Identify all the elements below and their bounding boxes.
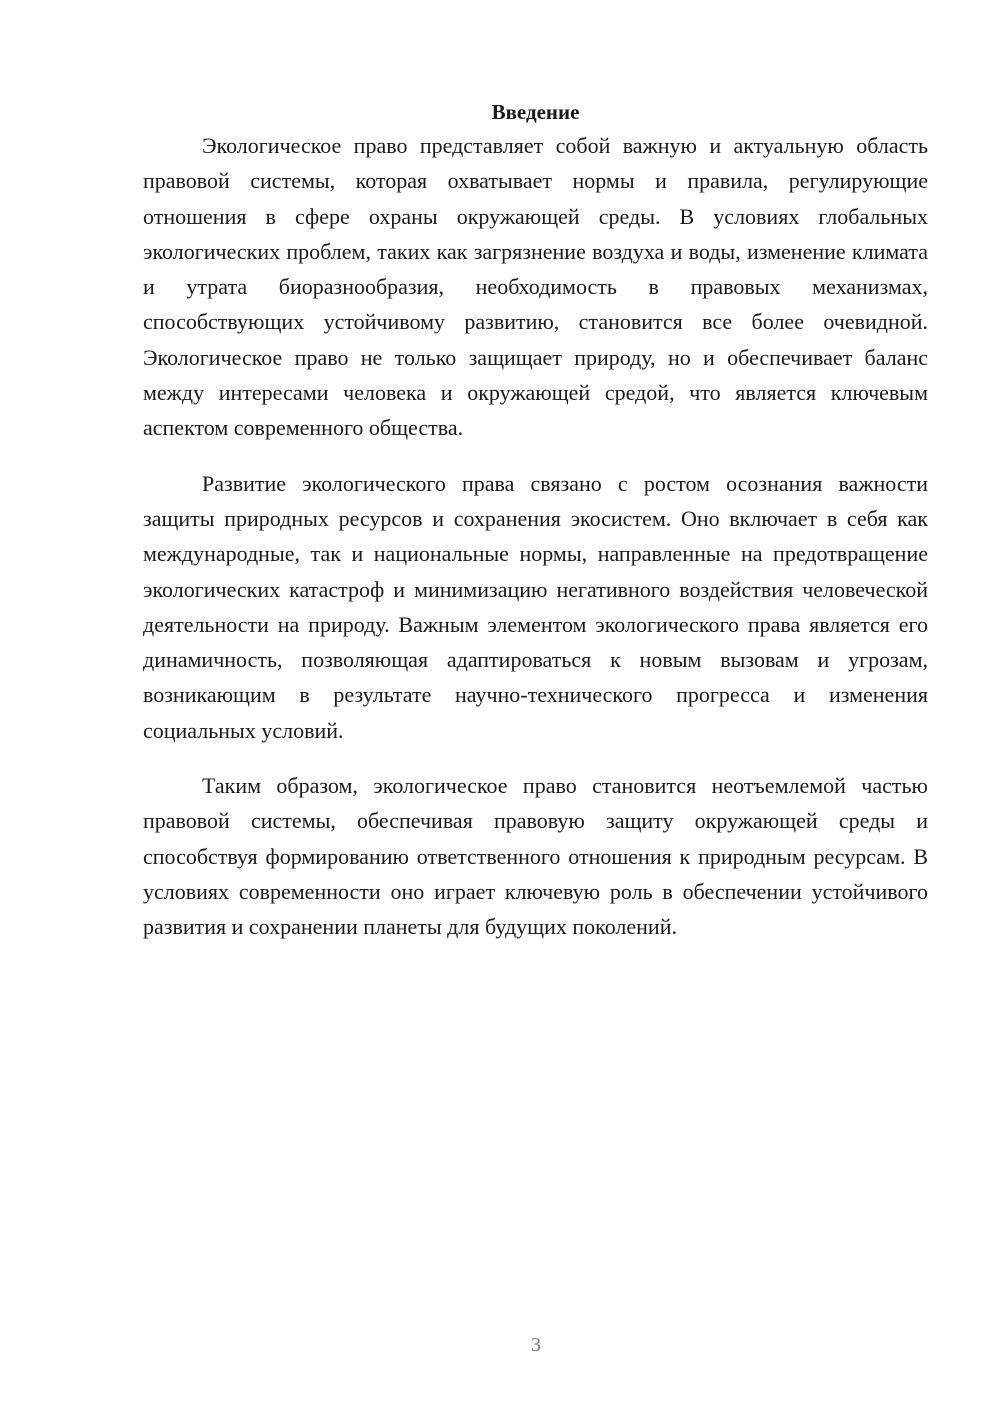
section-heading: Введение — [491, 100, 580, 124]
page-content — [143, 96, 928, 945]
page-number: 3 — [531, 1334, 541, 1356]
paragraph-2: Развитие экологического права связано с ростом осознания важности защиты природных ресурсов и сохранения экосистем. Оно включает в себя как международные, так и национальные нормы, направленные на предотвращение экологических катастроф и минимизацию негативного воздействия человеческой деятельности на природу. Важным элементом экологического права является его динамичность, позволяющая адаптироваться к новым вызовам и угрозам, возникающим в результате научно-технического прогресса и изменения социальных условий. — [143, 470, 928, 743]
paragraph-3: Таким образом, экологическое право становится неотъемлемой частью правовой системы, обеспечивая правовую защиту окружающей среды и способствуя формированию ответственного отношения к природным ресурсам. В условиях современности оно играет ключевую роль в обеспечении устойчивого развития и сохранении планеты для будущих поколений. — [143, 773, 928, 940]
paragraph-1: Экологическое право представляет собой важную и актуальную область правовой системы, которая охватывает нормы и правила, регулирующие отношения в сфере охраны окружающей среды. В условиях глобальных экологических проблем, таких как загрязнение воздуха и воды, изменение климата и утрата биоразнообразия, необходимость в правовых механизмах, способствующих устойчивому развитию, становится все более очевидной. Экологическое право не только защищает природу, но и обеспечивает баланс между интересами человека и окружающей средой, что является ключевым аспектом современного общества. — [143, 133, 928, 441]
